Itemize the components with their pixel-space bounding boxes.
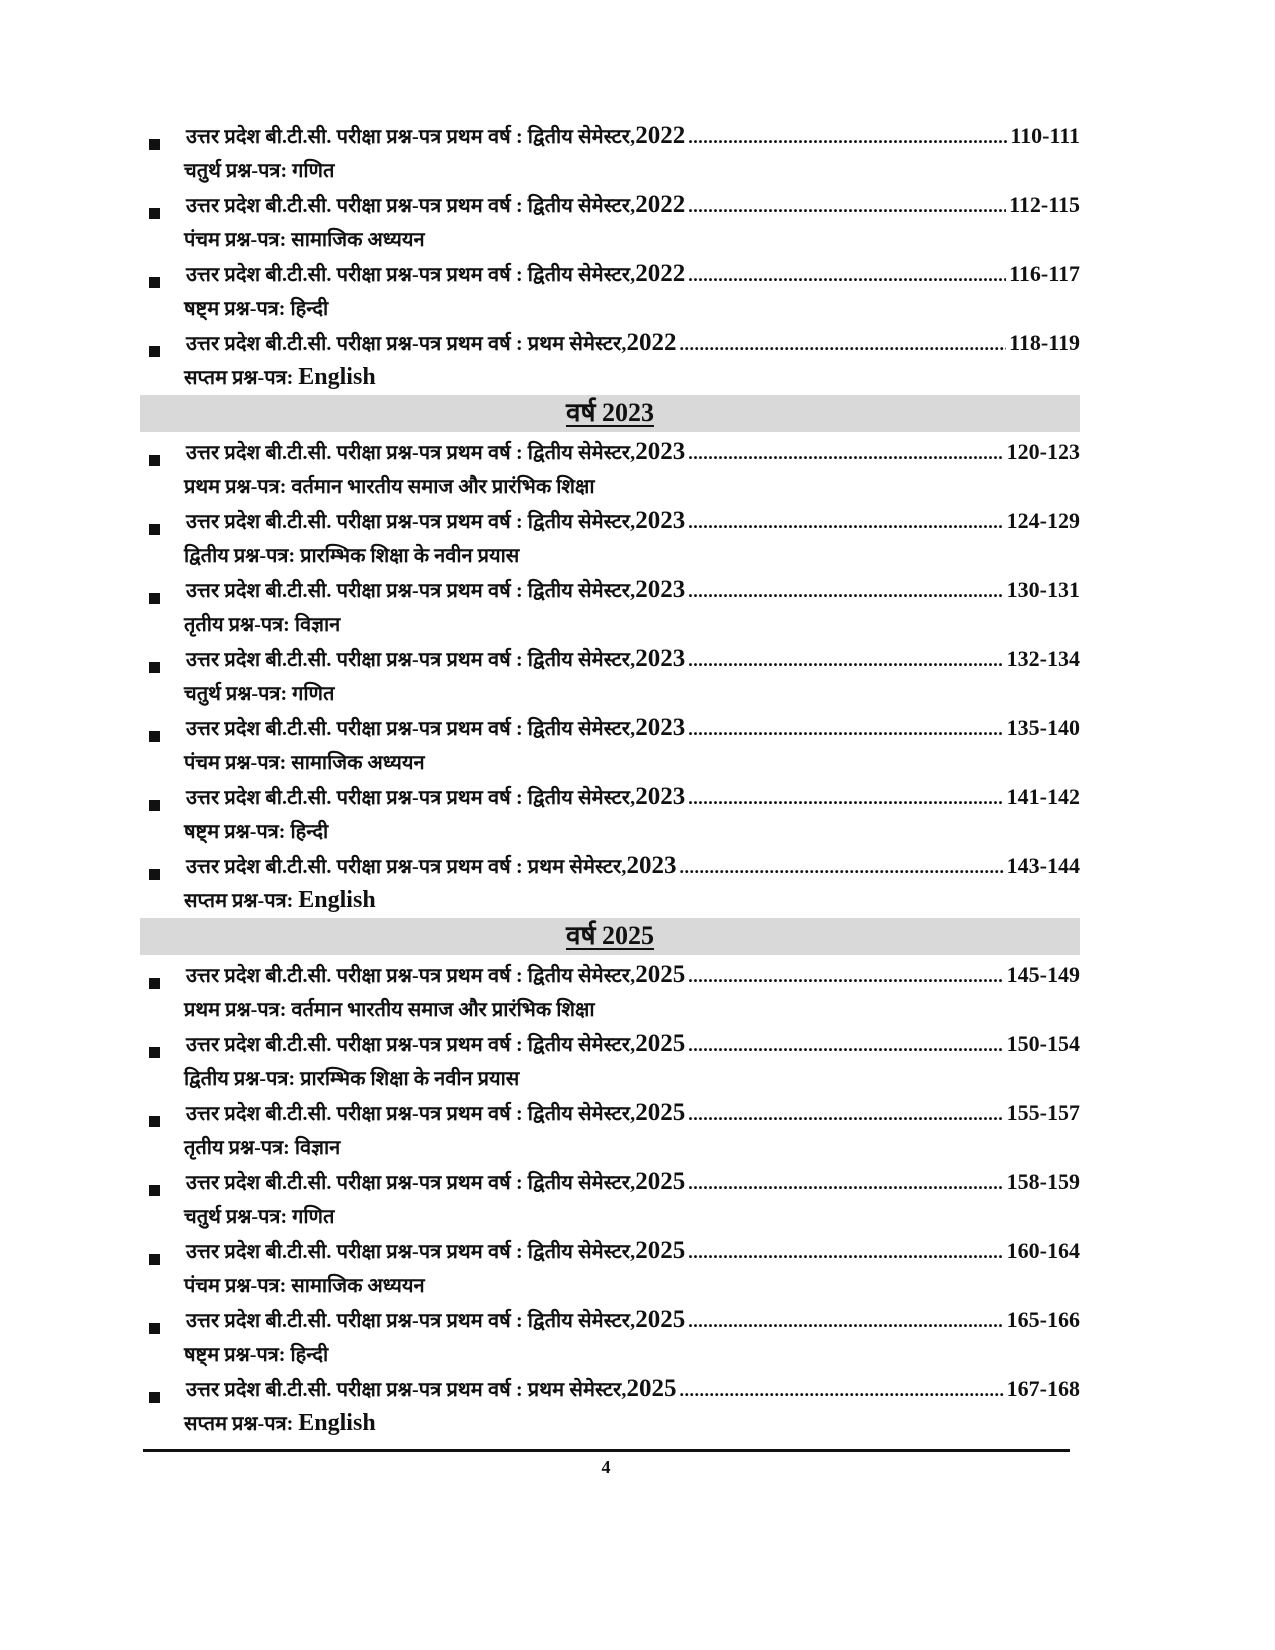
- toc-entry[interactable]: [140, 957, 1080, 1026]
- dot-leader: [688, 512, 1003, 533]
- entry-title: उत्तर प्रदेश बी.टी.सी. परीक्षा प्रश्न-पत्र प्रथम वर्ष : द्वितीय सेमेस्टर,: [186, 787, 636, 809]
- dot-leader: [688, 719, 1003, 740]
- entry-pages: 110-111: [1010, 123, 1080, 148]
- entry-title: उत्तर प्रदेश बी.टी.सी. परीक्षा प्रश्न-पत्र प्रथम वर्ष : द्वितीय सेमेस्टर,: [186, 718, 636, 740]
- entry-pages: 118-119: [1009, 330, 1080, 355]
- entry-year: 2023: [635, 576, 686, 603]
- square-bullet-icon: [149, 1254, 160, 1265]
- entry-year: 2025: [626, 1375, 677, 1402]
- entry-title: उत्तर प्रदेश बी.टी.सी. परीक्षा प्रश्न-पत्र प्रथम वर्ष : द्वितीय सेमेस्टर,: [186, 1034, 636, 1056]
- entry-subtitle: षष्ट्म प्रश्न-पत्र: हिन्दी: [184, 1344, 329, 1366]
- square-bullet-icon: [149, 346, 160, 357]
- entry-title: उत्तर प्रदेश बी.टी.सी. परीक्षा प्रश्न-पत्र प्रथम वर्ष : द्वितीय सेमेस्टर,: [186, 264, 636, 286]
- entry-subtitle: चतुर्थ प्रश्न-पत्र: गणित: [184, 160, 335, 182]
- entry-pages: 112-115: [1009, 192, 1080, 217]
- entry-year: 2023: [635, 438, 686, 465]
- page-number: 4: [601, 1457, 611, 1477]
- entry-year: 2025: [635, 1030, 686, 1057]
- dot-leader: [679, 334, 1006, 355]
- entry-pages: 132-134: [1006, 646, 1080, 671]
- entry-title: उत्तर प्रदेश बी.टी.सी. परीक्षा प्रश्न-पत्र प्रथम वर्ष : द्वितीय सेमेस्टर,: [186, 511, 636, 533]
- toc-entry[interactable]: [140, 1026, 1080, 1095]
- entry-pages: 143-144: [1006, 853, 1080, 878]
- toc-entry[interactable]: [140, 779, 1080, 848]
- entry-subtitle-en: English: [298, 887, 376, 913]
- entry-subtitle-en: English: [298, 1410, 376, 1436]
- entry-year: 2025: [635, 961, 686, 988]
- entry-subtitle: सप्तम प्रश्न-पत्र:: [184, 1413, 299, 1435]
- entry-title: उत्तर प्रदेश बी.टी.सी. परीक्षा प्रश्न-पत्र प्रथम वर्ष : द्वितीय सेमेस्टर,: [186, 126, 636, 148]
- entry-year: 2023: [635, 783, 686, 810]
- dot-leader: [688, 443, 1003, 464]
- toc-entry[interactable]: [140, 256, 1080, 325]
- year-heading-band: [140, 395, 1080, 432]
- dot-leader: [688, 265, 1006, 286]
- entry-subtitle: षष्ट्म प्रश्न-पत्र: हिन्दी: [184, 821, 329, 843]
- entry-subtitle: षष्ट्म प्रश्न-पत्र: हिन्दी: [184, 298, 329, 320]
- toc-section-2023: [140, 395, 1080, 917]
- entry-year: 2025: [635, 1237, 686, 1264]
- entry-pages: 165-166: [1006, 1307, 1080, 1332]
- dot-leader: [688, 581, 1003, 602]
- entry-subtitle: प्रथम प्रश्न-पत्र: वर्तमान भारतीय समाज और प्रारंभिक शिक्षा: [184, 476, 595, 498]
- entry-year: 2022: [626, 329, 677, 356]
- entry-title: उत्तर प्रदेश बी.टी.सी. परीक्षा प्रश्न-पत्र प्रथम वर्ष : प्रथम सेमेस्टर,: [186, 1379, 627, 1401]
- table-of-contents: [140, 118, 1080, 1440]
- entry-pages: 155-157: [1006, 1100, 1080, 1125]
- dot-leader: [688, 1173, 1003, 1194]
- square-bullet-icon: [149, 1323, 160, 1334]
- entry-pages: 135-140: [1006, 715, 1080, 740]
- dot-leader: [688, 1311, 1003, 1332]
- entry-title: उत्तर प्रदेश बी.टी.सी. परीक्षा प्रश्न-पत्र प्रथम वर्ष : द्वितीय सेमेस्टर,: [186, 1241, 636, 1263]
- square-bullet-icon: [149, 524, 160, 535]
- dot-leader: [688, 1035, 1003, 1056]
- dot-leader: [688, 650, 1003, 671]
- entry-year: 2023: [635, 645, 686, 672]
- entry-pages: 120-123: [1006, 439, 1080, 464]
- toc-entry[interactable]: [140, 848, 1080, 917]
- entry-pages: 167-168: [1006, 1376, 1080, 1401]
- entry-title: उत्तर प्रदेश बी.टी.सी. परीक्षा प्रश्न-पत्र प्रथम वर्ष : द्वितीय सेमेस्टर,: [186, 1103, 636, 1125]
- entry-title: उत्तर प्रदेश बी.टी.सी. परीक्षा प्रश्न-पत्र प्रथम वर्ष : द्वितीय सेमेस्टर,: [186, 442, 636, 464]
- square-bullet-icon: [149, 139, 160, 150]
- entry-pages: 116-117: [1009, 261, 1080, 286]
- year-heading: वर्ष 2025: [566, 921, 654, 950]
- entry-year: 2022: [635, 122, 686, 149]
- entry-pages: 158-159: [1006, 1169, 1080, 1194]
- dot-leader: [688, 127, 1007, 148]
- toc-entry[interactable]: [140, 1371, 1080, 1440]
- dot-leader: [688, 788, 1003, 809]
- entry-pages: 124-129: [1006, 508, 1080, 533]
- year-heading: वर्ष 2023: [566, 398, 654, 427]
- dot-leader: [679, 857, 1003, 878]
- entry-title: उत्तर प्रदेश बी.टी.सी. परीक्षा प्रश्न-पत्र प्रथम वर्ष : द्वितीय सेमेस्टर,: [186, 580, 636, 602]
- entry-pages: 130-131: [1006, 577, 1080, 602]
- entry-subtitle: पंचम प्रश्न-पत्र: सामाजिक अध्ययन: [184, 1275, 425, 1297]
- square-bullet-icon: [149, 208, 160, 219]
- toc-section-2025: [140, 918, 1080, 1440]
- entry-year: 2025: [635, 1168, 686, 1195]
- entry-pages: 150-154: [1006, 1031, 1080, 1056]
- year-heading-band: [140, 918, 1080, 955]
- entry-subtitle: द्वितीय प्रश्न-पत्र: प्रारम्भिक शिक्षा के नवीन प्रयास: [184, 545, 520, 567]
- entry-title: उत्तर प्रदेश बी.टी.सी. परीक्षा प्रश्न-पत्र प्रथम वर्ष : द्वितीय सेमेस्टर,: [186, 1172, 636, 1194]
- entry-year: 2023: [635, 507, 686, 534]
- dot-leader: [688, 1104, 1003, 1125]
- dot-leader: [679, 1380, 1003, 1401]
- toc-entry[interactable]: [140, 503, 1080, 572]
- square-bullet-icon: [149, 593, 160, 604]
- toc-entry[interactable]: [140, 710, 1080, 779]
- entry-year: 2022: [635, 191, 686, 218]
- toc-entry[interactable]: [140, 1302, 1080, 1371]
- toc-entry[interactable]: [140, 434, 1080, 503]
- toc-entry[interactable]: [140, 1164, 1080, 1233]
- entry-subtitle: द्वितीय प्रश्न-पत्र: प्रारम्भिक शिक्षा के नवीन प्रयास: [184, 1068, 520, 1090]
- footer-divider: [143, 1449, 1070, 1452]
- entry-year: 2025: [635, 1099, 686, 1126]
- entry-subtitle: तृतीय प्रश्न-पत्र: विज्ञान: [184, 1137, 341, 1159]
- square-bullet-icon: [149, 869, 160, 880]
- entry-year: 2025: [635, 1306, 686, 1333]
- toc-entry[interactable]: [140, 187, 1080, 256]
- toc-section-2022: [140, 118, 1080, 394]
- entry-title: उत्तर प्रदेश बी.टी.सी. परीक्षा प्रश्न-पत्र प्रथम वर्ष : द्वितीय सेमेस्टर,: [186, 649, 636, 671]
- entry-subtitle: पंचम प्रश्न-पत्र: सामाजिक अध्ययन: [184, 752, 425, 774]
- entry-title: उत्तर प्रदेश बी.टी.सी. परीक्षा प्रश्न-पत्र प्रथम वर्ष : द्वितीय सेमेस्टर,: [186, 195, 636, 217]
- entry-subtitle: तृतीय प्रश्न-पत्र: विज्ञान: [184, 614, 341, 636]
- entry-year: 2022: [635, 260, 686, 287]
- entry-pages: 145-149: [1006, 962, 1080, 987]
- square-bullet-icon: [149, 978, 160, 989]
- entry-subtitle: चतुर्थ प्रश्न-पत्र: गणित: [184, 1206, 335, 1228]
- entry-year: 2023: [626, 852, 677, 879]
- entry-subtitle: प्रथम प्रश्न-पत्र: वर्तमान भारतीय समाज और प्रारंभिक शिक्षा: [184, 999, 595, 1021]
- entry-subtitle-en: English: [298, 364, 376, 390]
- entry-subtitle: सप्तम प्रश्न-पत्र:: [184, 890, 299, 912]
- dot-leader: [688, 196, 1006, 217]
- entry-subtitle: पंचम प्रश्न-पत्र: सामाजिक अध्ययन: [184, 229, 425, 251]
- toc-entry[interactable]: [140, 1233, 1080, 1302]
- square-bullet-icon: [149, 731, 160, 742]
- entry-subtitle: सप्तम प्रश्न-पत्र:: [184, 367, 299, 389]
- dot-leader: [688, 1242, 1003, 1263]
- square-bullet-icon: [149, 1047, 160, 1058]
- square-bullet-icon: [149, 662, 160, 673]
- entry-title: उत्तर प्रदेश बी.टी.सी. परीक्षा प्रश्न-पत्र प्रथम वर्ष : द्वितीय सेमेस्टर,: [186, 1310, 636, 1332]
- entry-title: उत्तर प्रदेश बी.टी.सी. परीक्षा प्रश्न-पत्र प्रथम वर्ष : द्वितीय सेमेस्टर,: [186, 965, 636, 987]
- dot-leader: [688, 966, 1003, 987]
- entry-pages: 141-142: [1006, 784, 1080, 809]
- entry-title: उत्तर प्रदेश बी.टी.सी. परीक्षा प्रश्न-पत्र प्रथम वर्ष : प्रथम सेमेस्टर,: [186, 856, 627, 878]
- entry-year: 2023: [635, 714, 686, 741]
- square-bullet-icon: [149, 455, 160, 466]
- toc-entry[interactable]: [140, 1095, 1080, 1164]
- square-bullet-icon: [149, 800, 160, 811]
- entry-pages: 160-164: [1006, 1238, 1080, 1263]
- toc-entry[interactable]: [140, 325, 1080, 394]
- toc-entry[interactable]: [140, 572, 1080, 641]
- square-bullet-icon: [149, 1185, 160, 1196]
- toc-entry[interactable]: [140, 641, 1080, 710]
- entry-subtitle: चतुर्थ प्रश्न-पत्र: गणित: [184, 683, 335, 705]
- square-bullet-icon: [149, 1392, 160, 1403]
- square-bullet-icon: [149, 1116, 160, 1127]
- square-bullet-icon: [149, 277, 160, 288]
- entry-title: उत्तर प्रदेश बी.टी.सी. परीक्षा प्रश्न-पत्र प्रथम वर्ष : प्रथम सेमेस्टर,: [186, 333, 627, 355]
- toc-entry[interactable]: [140, 118, 1080, 187]
